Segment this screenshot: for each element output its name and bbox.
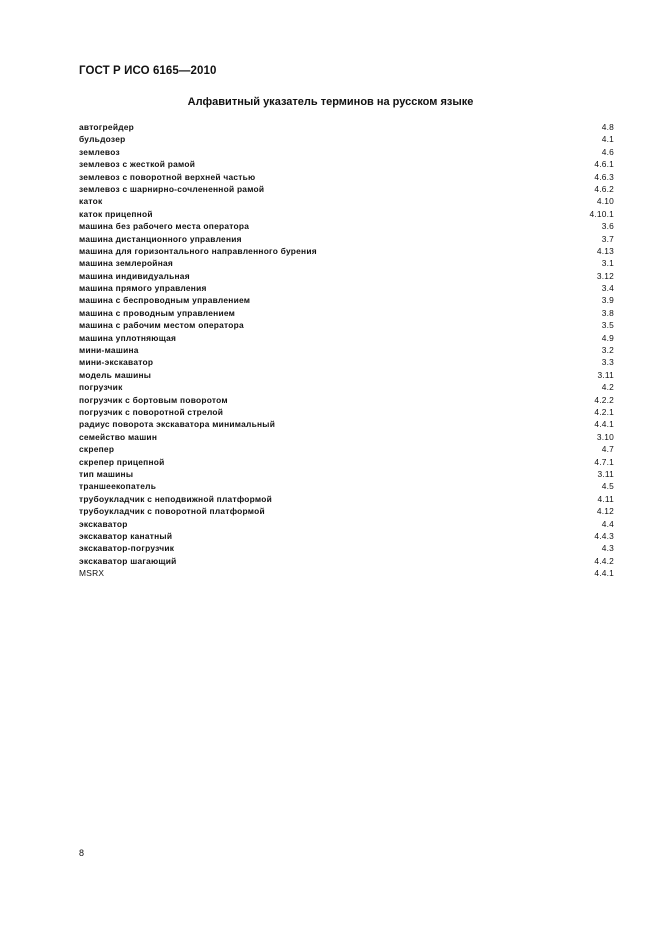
index-entry	[79, 480, 614, 492]
index-reference: 4.10	[596, 196, 614, 207]
index-reference: 4.2	[601, 382, 614, 393]
index-entry	[79, 195, 614, 207]
index-entry	[79, 394, 614, 406]
index-entry	[79, 183, 614, 195]
index-term: машина без рабочего места оператора	[79, 221, 250, 232]
index-reference: 4.12	[596, 506, 614, 517]
index-entry	[79, 493, 614, 505]
index-entry	[79, 369, 614, 381]
index-reference: 3.3	[601, 357, 614, 368]
index-term: MSRX	[79, 568, 105, 579]
index-reference: 4.4.2	[594, 555, 614, 566]
index-reference: 3.6	[601, 221, 614, 232]
index-reference: 4.8	[601, 122, 614, 132]
index-entry	[79, 121, 614, 133]
index-reference: 3.7	[601, 233, 614, 244]
index-term: мини-экскаватор	[79, 357, 154, 368]
index-entry	[79, 332, 614, 344]
index-term: экскаватор канатный	[79, 530, 173, 541]
index-term: землевоз с шарнирно-сочлененной рамой	[79, 183, 265, 194]
index-reference: 4.6.1	[594, 159, 614, 170]
index-reference: 4.6.3	[594, 171, 614, 182]
index-reference: 3.9	[601, 295, 614, 306]
index-entry	[79, 270, 614, 282]
index-entry	[79, 443, 614, 455]
index-term: автогрейдер	[79, 122, 135, 132]
index-entry	[79, 319, 614, 331]
index-term: семейство машин	[79, 431, 158, 442]
index-term: машина индивидуальная	[79, 270, 190, 281]
index-reference: 4.4.3	[594, 530, 614, 541]
index-term: машина с рабочим местом оператора	[79, 320, 244, 331]
index-entry	[79, 233, 614, 245]
index-entry	[79, 282, 614, 294]
index-term: машина для горизонтального направленного бурения	[79, 245, 317, 256]
index-reference: 4.1	[601, 134, 614, 145]
index-reference: 3.1	[601, 258, 614, 269]
index-term: тип машины	[79, 468, 134, 479]
document-code: ГОСТ Р ИСО 6165—2010	[79, 65, 217, 77]
index-reference: 4.7.1	[594, 456, 614, 467]
index-reference: 3.10	[596, 431, 614, 442]
index-term: скрепер	[79, 444, 115, 455]
index-entry	[79, 468, 614, 480]
index-entry	[79, 307, 614, 319]
index-reference: 3.12	[596, 270, 614, 281]
index-reference: 4.10.1	[589, 208, 614, 219]
index-term: радиус поворота экскаватора минимальный	[79, 419, 276, 430]
index-reference: 4.13	[596, 245, 614, 256]
index-entry	[79, 505, 614, 517]
index-title: Алфавитный указатель терминов на русском языке	[187, 96, 474, 108]
index-reference: 4.7	[601, 444, 614, 455]
index-term: погрузчик	[79, 382, 123, 393]
index-term: бульдозер	[79, 134, 126, 145]
index-reference: 4.4.1	[594, 568, 614, 579]
page-number: 8	[79, 848, 85, 858]
index-entry	[79, 542, 614, 554]
index-reference: 3.4	[601, 283, 614, 294]
index-entry	[79, 406, 614, 418]
index-reference: 4.5	[601, 481, 614, 492]
index-term: каток прицепной	[79, 208, 153, 219]
index-term: машина с проводным управлением	[79, 307, 236, 318]
index-entry	[79, 220, 614, 232]
index-term: погрузчик с поворотной стрелой	[79, 406, 224, 417]
index-entry	[79, 356, 614, 368]
index-term: машина дистанционного управления	[79, 233, 242, 244]
index-reference: 3.2	[601, 345, 614, 356]
index-term: землевоз с жесткой рамой	[79, 159, 196, 170]
index-term: трубоукладчик с поворотной платформой	[79, 506, 265, 517]
index-entry	[79, 567, 614, 579]
index-reference: 4.3	[601, 543, 614, 554]
index-entry	[79, 418, 614, 430]
index-entry	[79, 245, 614, 257]
index-term: траншеекопатель	[79, 481, 157, 492]
index-entry	[79, 208, 614, 220]
index-entry	[79, 158, 614, 170]
index-reference: 3.11	[597, 369, 614, 380]
index-term: землевоз с поворотной верхней частью	[79, 171, 256, 182]
index-term: машина землеройная	[79, 258, 174, 269]
index-entry	[79, 171, 614, 183]
index-entry	[79, 133, 614, 145]
index-entry	[79, 381, 614, 393]
index-entry	[79, 344, 614, 356]
index-entry	[79, 555, 614, 567]
index-reference: 3.5	[601, 320, 614, 331]
index-term: экскаватор шагающий	[79, 555, 177, 566]
term-index-list	[79, 121, 614, 579]
index-reference: 3.11	[597, 468, 614, 479]
index-reference: 4.6	[601, 146, 614, 157]
index-reference: 4.11	[597, 493, 614, 504]
index-entry	[79, 257, 614, 269]
index-entry	[79, 146, 614, 158]
index-term: экскаватор-погрузчик	[79, 543, 175, 554]
index-term: машина с беспроводным управлением	[79, 295, 251, 306]
index-term: трубоукладчик с неподвижной платформой	[79, 493, 273, 504]
index-entry	[79, 518, 614, 530]
index-term: погрузчик с бортовым поворотом	[79, 394, 228, 405]
index-entry	[79, 530, 614, 542]
index-reference: 4.2.2	[594, 394, 614, 405]
index-reference: 4.9	[601, 332, 614, 343]
index-term: скрепер прицепной	[79, 456, 165, 467]
index-reference: 4.6.2	[594, 183, 614, 194]
index-term: землевоз	[79, 146, 120, 157]
index-reference: 3.8	[601, 307, 614, 318]
index-term: экскаватор	[79, 518, 128, 529]
index-entry	[79, 431, 614, 443]
index-term: модель машины	[79, 369, 152, 380]
index-reference: 4.4.1	[594, 419, 614, 430]
index-entry	[79, 456, 614, 468]
index-term: машина уплотняющая	[79, 332, 177, 343]
index-entry	[79, 294, 614, 306]
index-reference: 4.4	[601, 518, 614, 529]
index-reference: 4.2.1	[594, 406, 614, 417]
index-term: мини-машина	[79, 345, 139, 356]
index-term: машина прямого управления	[79, 283, 207, 294]
index-term: каток	[79, 196, 103, 207]
